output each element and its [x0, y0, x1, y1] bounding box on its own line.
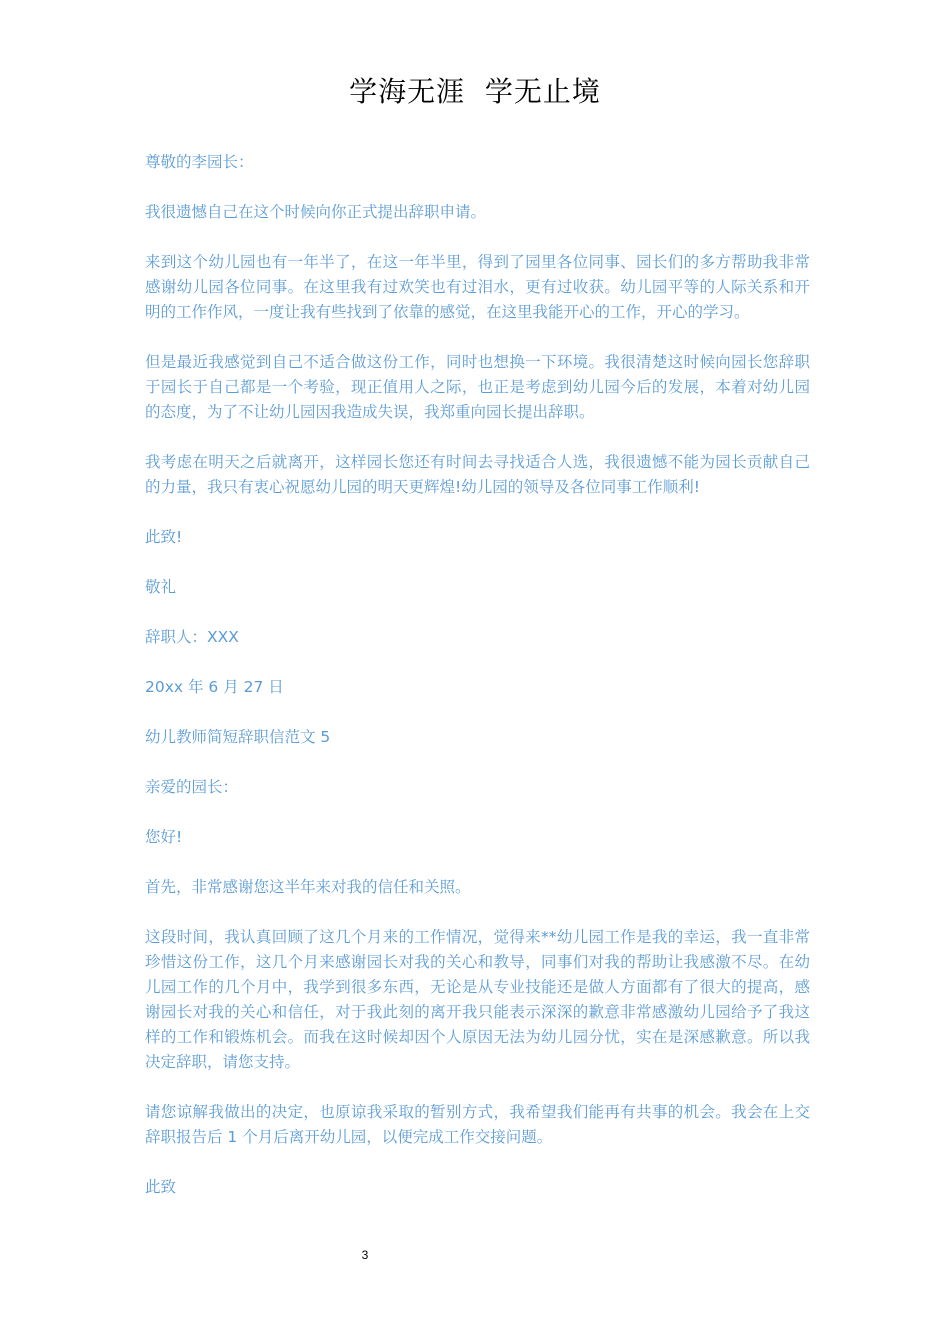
paragraph: 来到这个幼儿园也有一年半了，在这一年半里，得到了园里各位同事、园长们的多方帮助我非常感谢幼儿园各位同事。在这里我有过欢笑也有过泪水，更有过收获。幼儿园平等的人际关系和开明的工作作风，一度让我有些找到了依靠的感觉，在这里我能开心的工作，开心的学习。 — [145, 253, 810, 321]
closing-line: 此致 — [145, 1178, 177, 1196]
paragraph: 首先，非常感谢您这半年来对我的信任和关照。 — [145, 878, 471, 896]
date-line: 20xx 年 6 月 27 日 — [145, 678, 284, 696]
closing-line: 此致! — [145, 528, 183, 546]
salutation: 亲爱的园长： — [145, 778, 239, 796]
letter-body — [145, 150, 810, 1225]
paragraph: 这段时间，我认真回顾了这几个月来的工作情况，觉得来**幼儿园工作是我的幸运，我一直非常珍惜这份工作，这几个月来感谢园长对我的关心和教导，同事们对我的帮助让我感激不尽。在幼儿园工作的几个月中，我学到很多东西，无论是从专业技能还是做人方面都有了很大的提高，感谢园长对我的关心和信任，对于我此刻的离开我只能表示深深的歉意非常感激幼儿园给予了我这样的工作和锻炼机会。而我在这时候却因个人原因无法为幼儿园分忧，实在是深感歉意。所以我决定辞职，请您支持。 — [145, 928, 810, 1071]
paragraph: 但是最近我感觉到自己不适合做这份工作，同时也想换一下环境。我很清楚这时候向园长您辞职于园长于自己都是一个考验，现正值用人之际，也正是考虑到幼儿园今后的发展，本着对幼儿园的态度，为了不让幼儿园因我造成失误，我郑重向园长提出辞职。 — [145, 353, 810, 421]
closing-line: 敬礼 — [145, 578, 177, 596]
paragraph: 我考虑在明天之后就离开，这样园长您还有时间去寻找适合人选，我很遗憾不能为园长贡献自己的力量，我只有衷心祝愿幼儿园的明天更辉煌!幼儿园的领导及各位同事工作顺利! — [145, 453, 810, 496]
salutation: 尊敬的李园长： — [145, 153, 254, 171]
greeting: 您好! — [145, 828, 183, 846]
signature-line: 辞职人：XXX — [145, 628, 239, 646]
paragraph: 我很遗憾自己在这个时候向你正式提出辞职申请。 — [145, 203, 487, 221]
section-heading: 幼儿教师简短辞职信范文 5 — [145, 728, 331, 746]
page-number: 3 — [361, 1248, 369, 1262]
paragraph: 请您谅解我做出的决定，也原谅我采取的暂别方式，我希望我们能再有共事的机会。我会在上交辞职报告后 1 个月后离开幼儿园，以便完成工作交接问题。 — [145, 1103, 810, 1146]
page-header-title: 学海无涯 学无止境 — [349, 75, 601, 108]
